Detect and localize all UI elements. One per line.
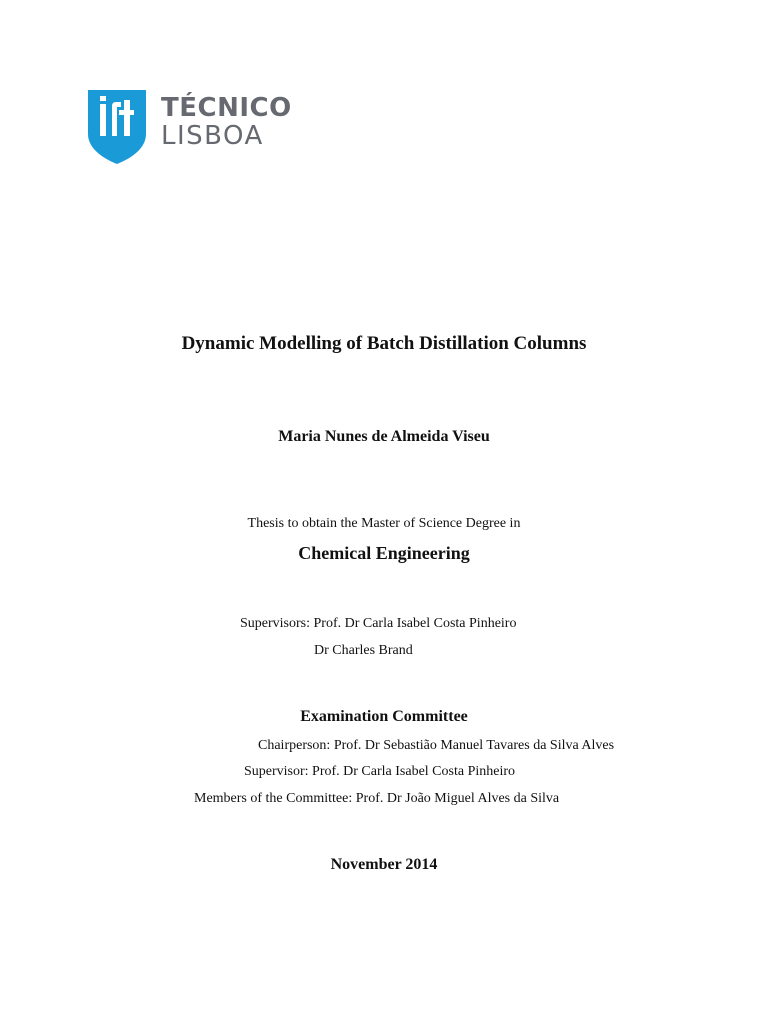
committee-chairperson: Chairperson: Prof. Dr Sebastião Manuel Tavares da Silva Alves [258, 738, 615, 753]
logo-word-tecnico: TÉCNICO [161, 93, 292, 123]
thesis-title: Dynamic Modelling of Batch Distillation Columns [181, 333, 587, 354]
tecnico-lisboa-logo [88, 90, 292, 166]
committee-heading: Examination Committee [300, 708, 468, 725]
thesis-statement: Thesis to obtain the Master of Science Degree in [247, 516, 521, 531]
supervisors-line-1: Supervisors: Prof. Dr Carla Isabel Costa Pinheiro [240, 616, 517, 631]
ist-shield-icon [88, 90, 146, 164]
degree-name: Chemical Engineering [298, 543, 470, 563]
committee-members: Members of the Committee: Prof. Dr João Miguel Alves da Silva [194, 791, 560, 806]
submission-date: November 2014 [330, 856, 438, 873]
logo-word-lisboa: LISBOA [161, 121, 264, 151]
committee-supervisor: Supervisor: Prof. Dr Carla Isabel Costa Pinheiro [244, 764, 516, 779]
author-name: Maria Nunes de Almeida Viseu [278, 428, 490, 445]
supervisors-line-2: Dr Charles Brand [314, 643, 413, 658]
